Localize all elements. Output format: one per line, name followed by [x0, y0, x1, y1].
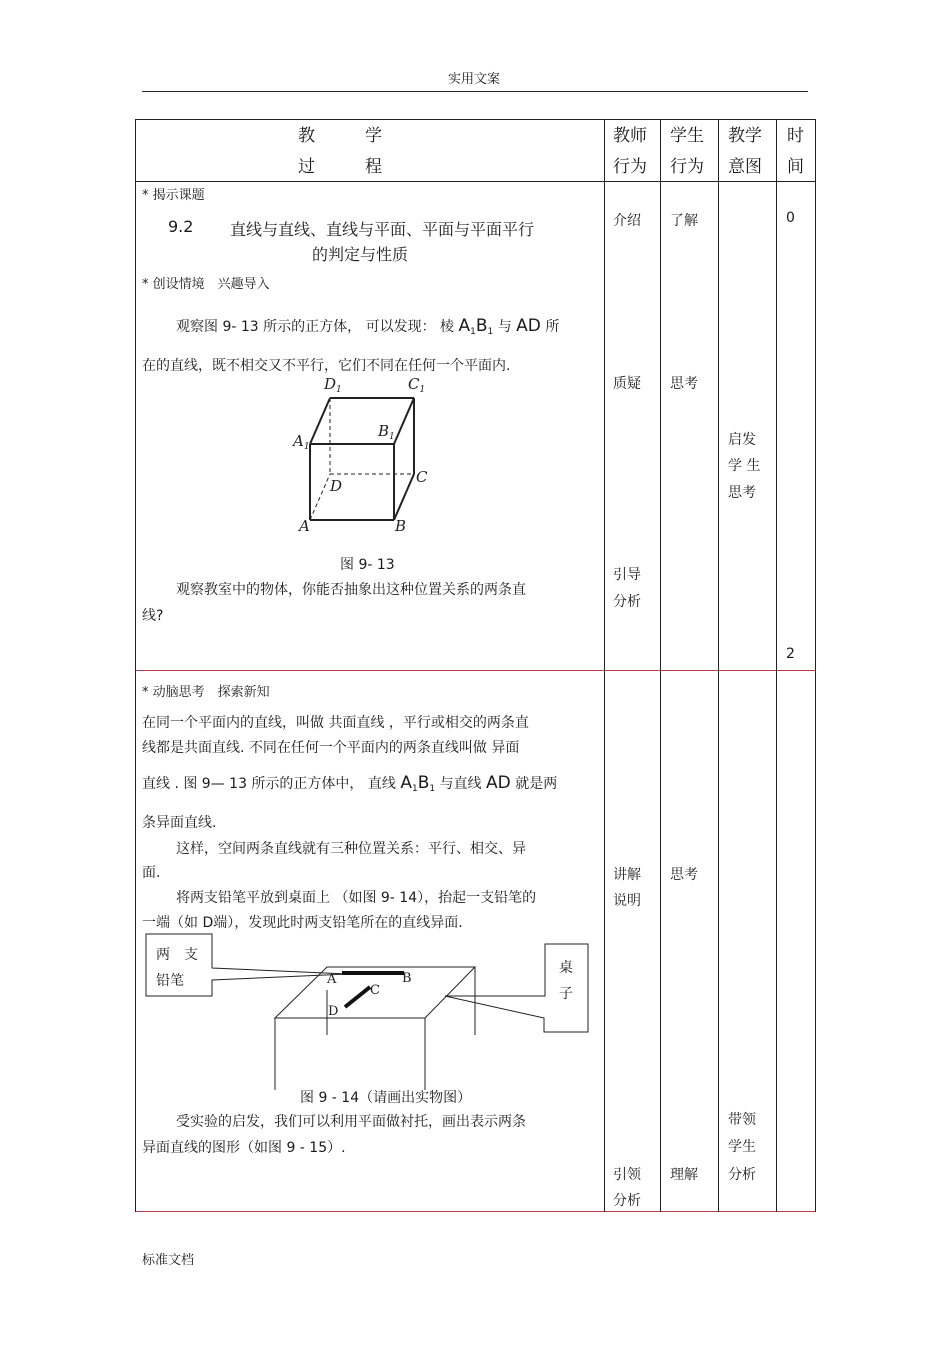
vertex-b1-label: $B_1$ — [378, 422, 395, 442]
figure-14-caption: 图 9 - 14（请画出实物图） — [300, 1090, 472, 1106]
edge-a1: $A_1B_1$ — [458, 316, 494, 337]
pencil-point-d-label: D — [328, 1004, 339, 1019]
para1-line2: 在的直线，既不相交又不平行，它们不同在任何一个平面内. — [142, 358, 511, 374]
pencil-point-b-label: B — [402, 971, 412, 986]
vertex-d-label: D — [330, 477, 343, 495]
vertex-d1-label: $D_1$ — [324, 375, 342, 395]
s2-p1-line2: 线都是共面直线. 不同在任何一个平面内的两条直线叫做 异面 — [142, 740, 520, 756]
s1-teacher-intro: 介绍 — [613, 213, 641, 229]
s2-p4-line1: 受实验的启发，我们可以利用平面做衬托，画出表示两条 — [176, 1114, 526, 1130]
s1-intent-think: 思考 — [728, 485, 756, 501]
header-student-2: 行为 — [670, 157, 704, 177]
para1-end: 所 — [545, 319, 560, 335]
s2-teacher-lead: 引领 — [613, 1167, 641, 1183]
s1-intent-inspire: 启发 — [728, 432, 756, 448]
table-header-divider — [135, 181, 816, 182]
desk-pencil-figure — [142, 930, 597, 1095]
header-time-1: 时 — [787, 126, 804, 146]
header-intent-2: 意图 — [728, 157, 762, 177]
callout-pencil-line1: 两 支 — [156, 947, 198, 963]
s2-p2-line1: 这样，空间两条直线就有三种位置关系：平行、相交、异 — [176, 841, 526, 857]
s1-student-understand: 了解 — [670, 213, 698, 229]
s2-p2-line2: 面. — [142, 865, 161, 881]
s1-teacher-guide: 引导 — [613, 567, 641, 583]
s1-time-start: 0 — [786, 210, 795, 226]
col-divider-student — [660, 119, 661, 1212]
table-left-border — [135, 119, 136, 1212]
header-intent-1: 教学 — [728, 126, 762, 146]
s1-teacher-analyze: 分析 — [613, 594, 641, 610]
line-a1b1: $A_1B_1$ — [400, 773, 436, 794]
s2-teacher-illustrate: 说明 — [613, 893, 641, 909]
pencil-point-c-label: C — [370, 983, 380, 998]
page-footer-label: 标准文档 — [142, 1253, 195, 1268]
table-right-border — [815, 119, 816, 1212]
header-process-r1: 学 — [365, 126, 382, 146]
callout-desk-line2: 子 — [559, 986, 573, 1002]
para2-line1: 观察教室中的物体，你能否抽象出这种位置关系的两条直 — [176, 582, 526, 598]
para2-line2: 线? — [142, 608, 164, 624]
s2-student-understand: 理解 — [670, 1167, 698, 1183]
col-divider-teacher — [604, 119, 605, 1212]
s2-p3-line2: 一端（如 D端），发现此时两支铅笔所在的直线异面. — [142, 915, 463, 931]
para1-line1 — [176, 316, 559, 337]
para1-text: 观察图 9- 13 所示的正方体， 可以发现： 棱 — [176, 319, 455, 335]
s2-p1-line1: 在同一个平面内的直线，叫做 共面直线 ，平行或相交的两条直 — [142, 715, 529, 731]
header-rule — [142, 91, 808, 92]
header-teacher-2: 行为 — [613, 157, 647, 177]
s1-teacher-question: 质疑 — [613, 376, 641, 392]
s2-student-think: 思考 — [670, 867, 698, 883]
s2-p1-line4: 条异面直线. — [142, 815, 217, 831]
s2-teacher-analyze: 分析 — [613, 1193, 641, 1209]
page-header-title: 实用文案 — [448, 72, 501, 87]
explore-heading: * 动脑思考 探索新知 — [142, 685, 270, 700]
header-student-1: 学生 — [670, 126, 704, 146]
s2-teacher-explain: 讲解 — [613, 867, 641, 883]
para1-mid: 与 — [497, 319, 512, 335]
situation-heading: * 创设情境 兴趣导入 — [142, 277, 270, 292]
col-divider-time — [776, 119, 777, 1212]
cube-figure — [290, 372, 440, 537]
vertex-b-label: B — [395, 517, 407, 535]
s2-intent-analyze: 分析 — [728, 1167, 756, 1183]
section-divider — [135, 670, 816, 671]
topic-title-line2: 的判定与性质 — [312, 245, 409, 264]
header-process-l1: 教 — [298, 126, 315, 146]
header-process-r2: 程 — [365, 157, 382, 177]
table-top-border — [135, 119, 816, 120]
header-teacher-1: 教师 — [613, 126, 647, 146]
topic-number: 9.2 — [168, 217, 194, 236]
vertex-a-label: A — [299, 517, 310, 535]
topic-title-line1: 直线与直线、直线与平面、平面与平面平行 — [230, 220, 535, 239]
vertex-c-label: C — [416, 468, 428, 486]
s2-intent-student: 学生 — [728, 1139, 756, 1155]
figure-13-caption: 图 9- 13 — [340, 557, 395, 573]
s2-p3-line1: 将两支铅笔平放到桌面上 （如图 9- 14），抬起一支铅笔的 — [176, 890, 537, 906]
reveal-topic-heading: * 揭示课题 — [142, 188, 205, 203]
col-divider-intent — [718, 119, 719, 1212]
vertex-c1-label: $C_1$ — [408, 375, 426, 395]
header-process-l2: 过 — [298, 157, 315, 177]
line-ad: AD — [486, 773, 511, 793]
pencil-point-a-label: A — [327, 972, 337, 987]
s2-p4-line2: 异面直线的图形（如图 9 - 15）. — [142, 1140, 346, 1156]
edge-ad: AD — [516, 316, 541, 336]
vertex-a1-label: $A_1$ — [293, 432, 310, 452]
s1-intent-student: 学 生 — [728, 458, 761, 474]
callout-pencil-line2: 铅笔 — [156, 973, 184, 989]
s2-p1-line3: 直线 . 图 9— 13 所示的正方体中， 直线 $A_1B_1$ 与直线 AD 就是两 — [142, 773, 558, 794]
callout-desk-line1: 桌 — [559, 960, 573, 976]
s1-student-think: 思考 — [670, 376, 698, 392]
s2-intent-lead: 带领 — [728, 1112, 756, 1128]
table-bottom-border — [135, 1211, 816, 1212]
header-time-2: 间 — [787, 157, 804, 177]
s1-time-end: 2 — [786, 646, 795, 662]
